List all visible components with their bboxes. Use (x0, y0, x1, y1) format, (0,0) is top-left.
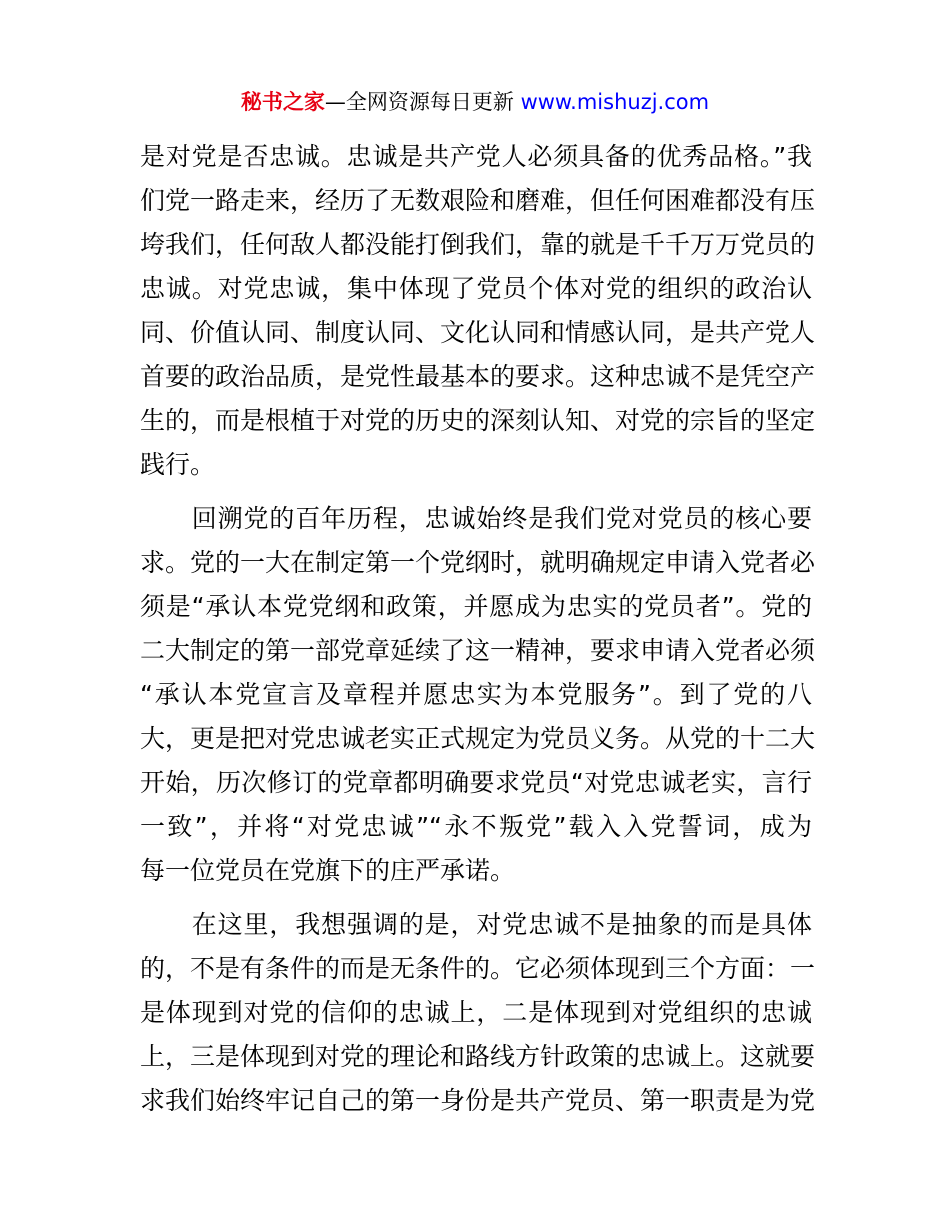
paragraph-1 (140, 135, 816, 487)
text-line: 践行。 (140, 450, 216, 479)
header-brand: 秘书之家 (240, 90, 325, 114)
text-line: 一致”，并将“对党忠诚”“永不叛党”载入入党誓词，成为 (140, 812, 812, 841)
text-line: 的，不是有条件的而是无条件的。它必须体现到三个方面：一 (140, 954, 816, 983)
text-line: 二大制定的第一部党章延续了这一精神，要求申请入党者必须 (140, 636, 816, 665)
text-line: 求。党的一大在制定第一个党纲时，就明确规定申请入党者必 (140, 548, 816, 577)
text-line: 开始，历次修订的党章都明确要求党员“对党忠诚老实，言行 (140, 768, 812, 797)
text-line: 是对党是否忠诚。忠诚是共产党人必须具备的优秀品格。”我 (140, 142, 812, 171)
text-line: “承认本党宣言及章程并愿忠实为本党服务”。到了党的八 (140, 680, 812, 709)
text-line: 们党一路走来，经历了无数艰险和磨难，但任何困难都没有压 (140, 186, 816, 215)
header-url[interactable]: www.mishuzj.com (520, 90, 710, 114)
document-body (140, 135, 816, 1123)
header-tagline: —全网资源每日更新 (324, 90, 521, 114)
text-line: 须是“承认本党党纲和政策，并愿成为忠实的党员者”。党的 (140, 592, 812, 621)
paragraph-2 (140, 497, 816, 893)
text-line: 垮我们，任何敌人都没能打倒我们，靠的就是千千万万党员的 (140, 230, 816, 259)
paragraph-3 (140, 903, 816, 1123)
text-line: 忠诚。对党忠诚，集中体现了党员个体对党的组织的政治认 (140, 274, 812, 303)
text-line: 每一位党员在党旗下的庄严承诺。 (140, 856, 516, 885)
text-line: 上，三是体现到对党的理论和路线方针政策的忠诚上。这就要 (140, 1042, 816, 1071)
text-line: 大，更是把对党忠诚老实正式规定为党员义务。从党的十二大 (140, 724, 816, 753)
text-line: 同、价值认同、制度认同、文化认同和情感认同，是共产党人 (140, 318, 816, 347)
text-line: 生的，而是根植于对党的历史的深刻认知、对党的宗旨的坚定 (140, 406, 816, 435)
text-line: 是体现到对党的信仰的忠诚上，二是体现到对党组织的忠诚 (140, 998, 812, 1027)
text-line: 回溯党的百年历程，忠诚始终是我们党对党员的核心要 (140, 504, 812, 533)
page-header (0, 86, 950, 118)
text-line: 首要的政治品质，是党性最基本的要求。这种忠诚不是凭空产 (140, 362, 816, 391)
text-line: 求我们始终牢记自己的第一身份是共产党员、第一职责是为党 (140, 1086, 816, 1115)
text-line: 在这里，我想强调的是，对党忠诚不是抽象的而是具体 (140, 910, 812, 939)
